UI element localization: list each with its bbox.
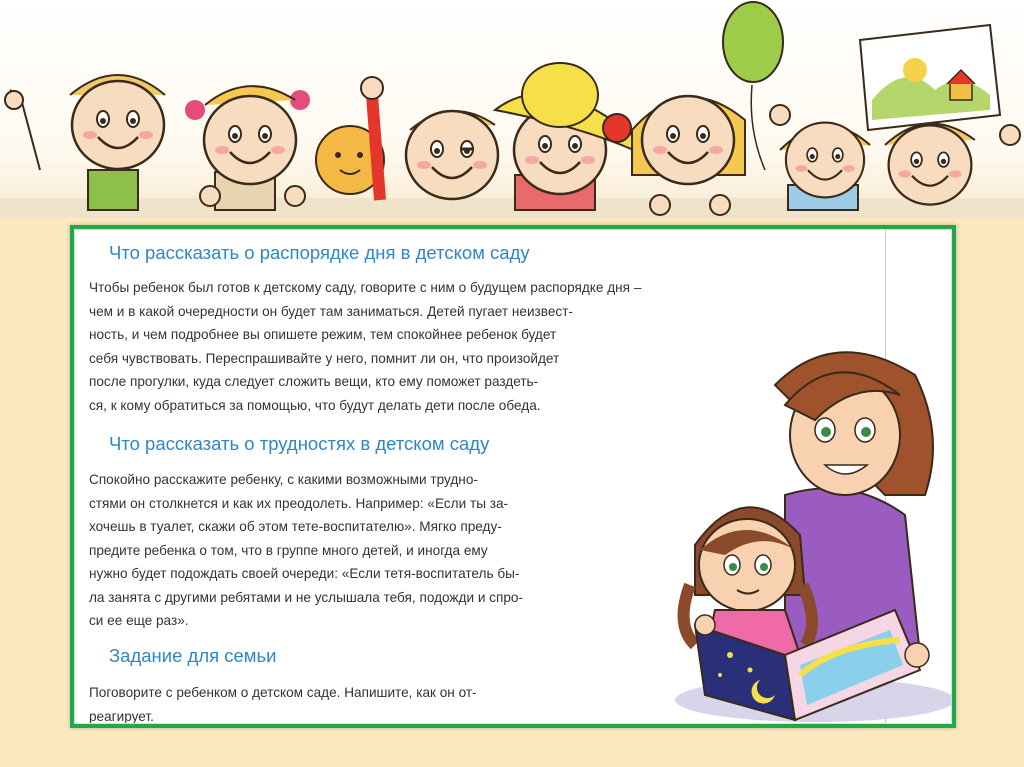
kid-face-7	[885, 124, 1020, 205]
text-line: ла занята с другими ребятами и не услышала тебя, подожди и спро-	[89, 589, 523, 605]
mother-reading-illustration	[635, 325, 952, 724]
text-line: ся, к кому обратиться за помощью, что будут делать дети после обеда.	[89, 397, 541, 413]
toy-lion	[316, 77, 384, 200]
section-heading-daily-routine: Что рассказать о распорядке дня в детском саду	[109, 242, 530, 263]
text-line: Чтобы ребенок был готов к детскому саду, говорите с ним о будущем распорядке дня –	[89, 280, 642, 295]
kid-face-2	[185, 86, 310, 210]
kid-face-1	[5, 75, 165, 210]
text-line: ность, и чем подробнее вы опишете режим, тем спокойнее ребенок будет	[89, 327, 557, 342]
section-heading-family-task: Задание для семьи	[109, 645, 277, 666]
section-text-difficulties	[89, 468, 629, 633]
kids-drawing	[860, 25, 1000, 130]
section-text-family-task	[89, 681, 629, 724]
kid-face-3	[406, 111, 498, 199]
text-line: предите ребенка о том, что в группе много детей, и иногда ему	[89, 542, 488, 558]
text-line: хочешь в туалет, скажи об этом тете-воспитателю». Мягко преду-	[89, 519, 502, 534]
text-line: стями он столкнется и как их преодолеть. Например: «Если ты за-	[89, 495, 509, 511]
section-heading-difficulties: Что рассказать о трудностях в детском саду	[109, 433, 490, 454]
text-line: Поговорите с ребенком о детском саде. Напишите, как он от-	[89, 685, 477, 700]
text-line: реагирует.	[89, 708, 154, 724]
text-line: нужно будет подождать своей очереди: «Если тетя-воспитатель бы-	[89, 566, 520, 581]
text-line: себя чувствовать. Переспрашивайте у него, помнит ли он, что произойдет	[89, 350, 560, 366]
text-line: чем и в какой очередности он будет там заниматься. Детей пугает неизвест-	[89, 303, 573, 319]
text-line: Спокойно расскажите ребенку, с какими возможными трудно-	[89, 472, 478, 487]
text-line: си ее еще раз».	[89, 613, 189, 628]
content-frame	[70, 225, 956, 728]
cartoon-children-banner	[0, 0, 1024, 225]
kid-face-5	[632, 96, 745, 215]
text-line: после прогулки, куда следует сложить вещи, кто ему поможет раздеть-	[89, 374, 539, 389]
kid-face-6	[770, 105, 870, 210]
content-page	[74, 229, 952, 724]
